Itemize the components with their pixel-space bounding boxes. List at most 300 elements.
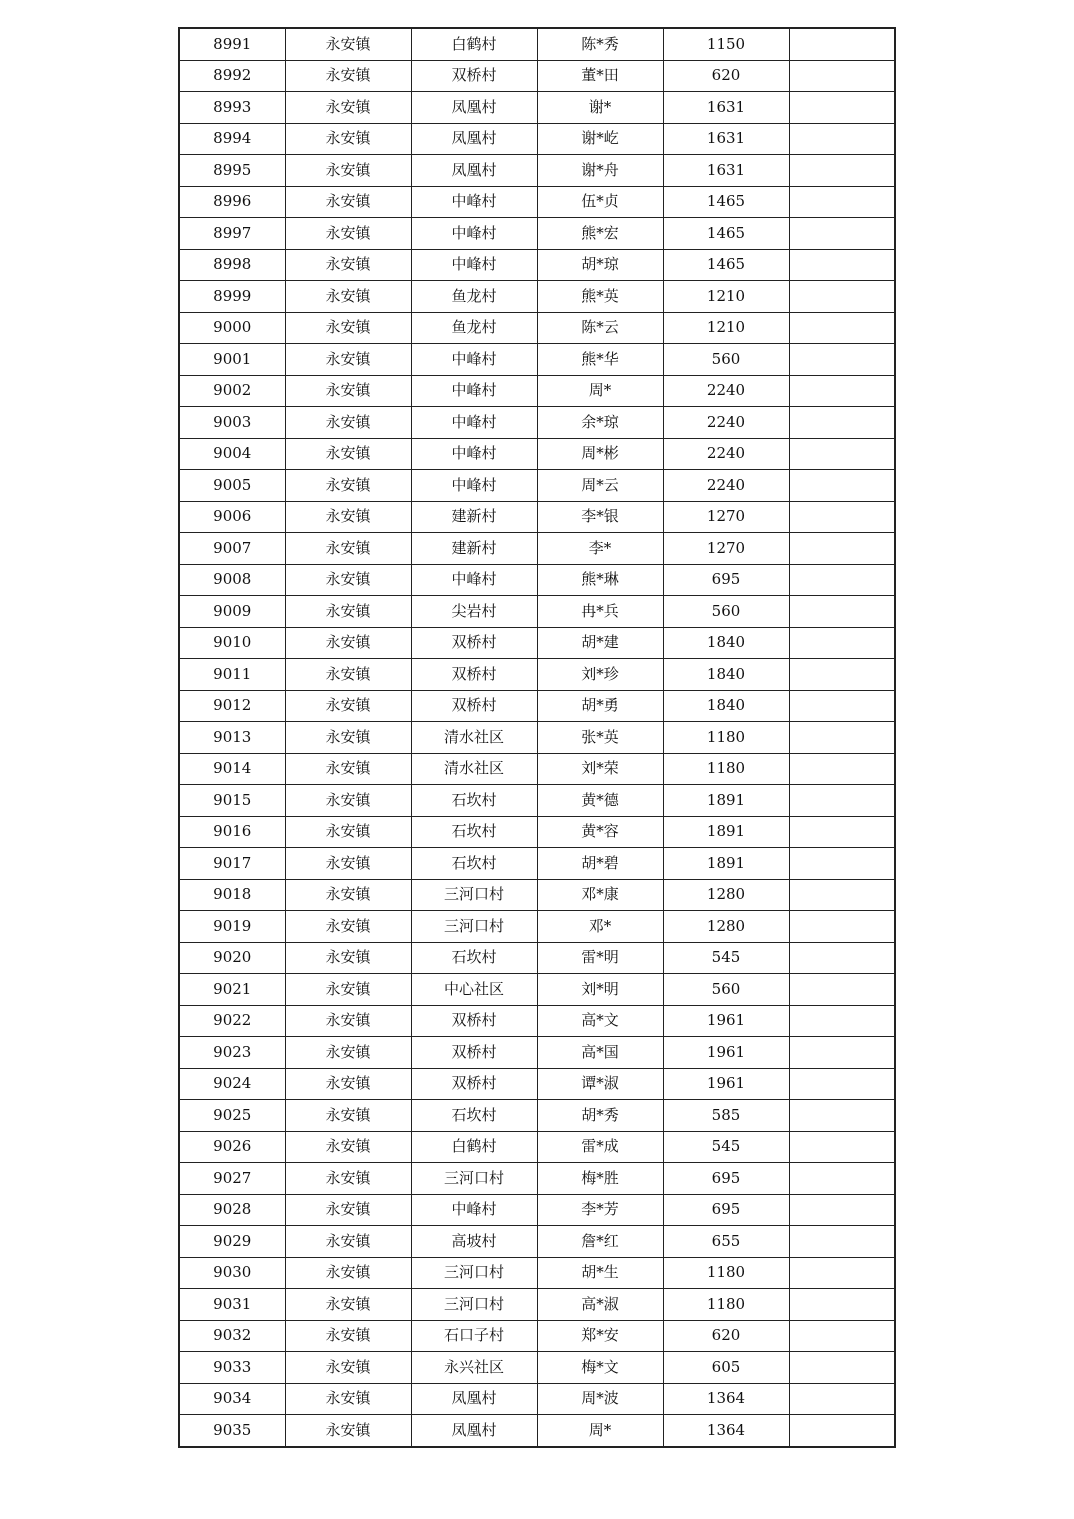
amount-cell: 1180 — [663, 1289, 789, 1321]
serial-number-cell: 9017 — [179, 848, 285, 880]
serial-number-cell: 9013 — [179, 722, 285, 754]
name-cell: 周* — [537, 375, 663, 407]
serial-number-cell: 9016 — [179, 816, 285, 848]
serial-number-cell: 9027 — [179, 1163, 285, 1195]
name-cell: 梅*文 — [537, 1352, 663, 1384]
name-cell: 周*波 — [537, 1383, 663, 1415]
amount-cell: 1840 — [663, 690, 789, 722]
town-cell: 永安镇 — [285, 1289, 411, 1321]
amount-cell: 655 — [663, 1226, 789, 1258]
serial-number-cell: 9005 — [179, 470, 285, 502]
note-cell — [789, 1383, 895, 1415]
amount-cell: 1631 — [663, 123, 789, 155]
note-cell — [789, 879, 895, 911]
village-cell: 高坡村 — [411, 1226, 537, 1258]
note-cell — [789, 1163, 895, 1195]
table-row — [179, 470, 895, 502]
amount-cell: 545 — [663, 942, 789, 974]
village-cell: 中峰村 — [411, 186, 537, 218]
note-cell — [789, 627, 895, 659]
name-cell: 黄*容 — [537, 816, 663, 848]
serial-number-cell: 8996 — [179, 186, 285, 218]
village-cell: 双桥村 — [411, 1068, 537, 1100]
village-cell: 双桥村 — [411, 60, 537, 92]
town-cell: 永安镇 — [285, 123, 411, 155]
note-cell — [789, 942, 895, 974]
town-cell: 永安镇 — [285, 1257, 411, 1289]
amount-cell: 605 — [663, 1352, 789, 1384]
table-row — [179, 911, 895, 943]
note-cell — [789, 1037, 895, 1069]
note-cell — [789, 155, 895, 187]
table-row — [179, 564, 895, 596]
amount-cell: 1180 — [663, 722, 789, 754]
amount-cell: 1840 — [663, 627, 789, 659]
town-cell: 永安镇 — [285, 1194, 411, 1226]
name-cell: 李*银 — [537, 501, 663, 533]
town-cell: 永安镇 — [285, 470, 411, 502]
table-row — [179, 438, 895, 470]
village-cell: 建新村 — [411, 501, 537, 533]
village-cell: 鱼龙村 — [411, 281, 537, 313]
table-row — [179, 312, 895, 344]
serial-number-cell: 9030 — [179, 1257, 285, 1289]
town-cell: 永安镇 — [285, 564, 411, 596]
serial-number-cell: 9011 — [179, 659, 285, 691]
table-row — [179, 879, 895, 911]
town-cell: 永安镇 — [285, 407, 411, 439]
table-row — [179, 816, 895, 848]
table-row — [179, 281, 895, 313]
village-cell: 双桥村 — [411, 659, 537, 691]
village-cell: 中峰村 — [411, 470, 537, 502]
village-cell: 石坎村 — [411, 848, 537, 880]
name-cell: 高*国 — [537, 1037, 663, 1069]
amount-cell: 560 — [663, 596, 789, 628]
amount-cell: 2240 — [663, 470, 789, 502]
amount-cell: 1840 — [663, 659, 789, 691]
name-cell: 熊*宏 — [537, 218, 663, 250]
amount-cell: 1631 — [663, 155, 789, 187]
village-cell: 中峰村 — [411, 375, 537, 407]
village-cell: 中心社区 — [411, 974, 537, 1006]
note-cell — [789, 344, 895, 376]
village-cell: 凤凰村 — [411, 155, 537, 187]
name-cell: 余*琼 — [537, 407, 663, 439]
table-row — [179, 974, 895, 1006]
serial-number-cell: 9028 — [179, 1194, 285, 1226]
town-cell: 永安镇 — [285, 1320, 411, 1352]
village-cell: 双桥村 — [411, 627, 537, 659]
note-cell — [789, 785, 895, 817]
town-cell: 永安镇 — [285, 1100, 411, 1132]
name-cell: 高*文 — [537, 1005, 663, 1037]
town-cell: 永安镇 — [285, 1226, 411, 1258]
serial-number-cell: 9024 — [179, 1068, 285, 1100]
town-cell: 永安镇 — [285, 974, 411, 1006]
amount-cell: 1961 — [663, 1037, 789, 1069]
note-cell — [789, 123, 895, 155]
village-cell: 双桥村 — [411, 1037, 537, 1069]
note-cell — [789, 722, 895, 754]
table-row — [179, 218, 895, 250]
table-row — [179, 1131, 895, 1163]
serial-number-cell: 9022 — [179, 1005, 285, 1037]
amount-cell: 620 — [663, 1320, 789, 1352]
table-row — [179, 848, 895, 880]
town-cell: 永安镇 — [285, 438, 411, 470]
note-cell — [789, 281, 895, 313]
town-cell: 永安镇 — [285, 249, 411, 281]
amount-cell: 1891 — [663, 816, 789, 848]
note-cell — [789, 1005, 895, 1037]
village-cell: 清水社区 — [411, 753, 537, 785]
town-cell: 永安镇 — [285, 942, 411, 974]
amount-cell: 585 — [663, 1100, 789, 1132]
village-cell: 尖岩村 — [411, 596, 537, 628]
table-row — [179, 407, 895, 439]
name-cell: 雷*明 — [537, 942, 663, 974]
note-cell — [789, 1100, 895, 1132]
village-cell: 三河口村 — [411, 911, 537, 943]
serial-number-cell: 8998 — [179, 249, 285, 281]
village-cell: 石坎村 — [411, 1100, 537, 1132]
village-cell: 中峰村 — [411, 1194, 537, 1226]
table-row — [179, 186, 895, 218]
note-cell — [789, 753, 895, 785]
note-cell — [789, 690, 895, 722]
name-cell: 周* — [537, 1415, 663, 1447]
town-cell: 永安镇 — [285, 1352, 411, 1384]
serial-number-cell: 9004 — [179, 438, 285, 470]
town-cell: 永安镇 — [285, 1005, 411, 1037]
amount-cell: 1465 — [663, 249, 789, 281]
amount-cell: 1180 — [663, 1257, 789, 1289]
village-cell: 鱼龙村 — [411, 312, 537, 344]
town-cell: 永安镇 — [285, 816, 411, 848]
name-cell: 高*淑 — [537, 1289, 663, 1321]
name-cell: 伍*贞 — [537, 186, 663, 218]
village-cell: 中峰村 — [411, 218, 537, 250]
town-cell: 永安镇 — [285, 186, 411, 218]
name-cell: 胡*秀 — [537, 1100, 663, 1132]
table-row — [179, 1352, 895, 1384]
note-cell — [789, 596, 895, 628]
town-cell: 永安镇 — [285, 1383, 411, 1415]
town-cell: 永安镇 — [285, 722, 411, 754]
serial-number-cell: 9012 — [179, 690, 285, 722]
serial-number-cell: 9008 — [179, 564, 285, 596]
serial-number-cell: 8994 — [179, 123, 285, 155]
table-row — [179, 659, 895, 691]
town-cell: 永安镇 — [285, 1068, 411, 1100]
table-row — [179, 1100, 895, 1132]
amount-cell: 695 — [663, 1163, 789, 1195]
note-cell — [789, 1131, 895, 1163]
amount-cell: 2240 — [663, 407, 789, 439]
note-cell — [789, 92, 895, 124]
note-cell — [789, 1289, 895, 1321]
table-row — [179, 1320, 895, 1352]
serial-number-cell: 9019 — [179, 911, 285, 943]
village-cell: 中峰村 — [411, 564, 537, 596]
name-cell: 刘*荣 — [537, 753, 663, 785]
name-cell: 邓*康 — [537, 879, 663, 911]
serial-number-cell: 9018 — [179, 879, 285, 911]
name-cell: 陈*云 — [537, 312, 663, 344]
town-cell: 永安镇 — [285, 281, 411, 313]
name-cell: 黄*德 — [537, 785, 663, 817]
village-cell: 石坎村 — [411, 785, 537, 817]
serial-number-cell: 9015 — [179, 785, 285, 817]
village-cell: 建新村 — [411, 533, 537, 565]
note-cell — [789, 564, 895, 596]
name-cell: 胡*勇 — [537, 690, 663, 722]
village-cell: 中峰村 — [411, 438, 537, 470]
town-cell: 永安镇 — [285, 60, 411, 92]
name-cell: 邓* — [537, 911, 663, 943]
name-cell: 胡*碧 — [537, 848, 663, 880]
table-row — [179, 1005, 895, 1037]
table-body — [179, 28, 895, 1447]
name-cell: 李*芳 — [537, 1194, 663, 1226]
amount-cell: 1280 — [663, 879, 789, 911]
amount-cell: 560 — [663, 344, 789, 376]
table-row — [179, 627, 895, 659]
town-cell: 永安镇 — [285, 753, 411, 785]
table-row — [179, 1383, 895, 1415]
name-cell: 胡*生 — [537, 1257, 663, 1289]
name-cell: 胡*建 — [537, 627, 663, 659]
amount-cell: 1280 — [663, 911, 789, 943]
note-cell — [789, 1194, 895, 1226]
note-cell — [789, 816, 895, 848]
name-cell: 熊*华 — [537, 344, 663, 376]
town-cell: 永安镇 — [285, 1163, 411, 1195]
note-cell — [789, 375, 895, 407]
village-cell: 石坎村 — [411, 942, 537, 974]
village-cell: 白鹤村 — [411, 28, 537, 60]
note-cell — [789, 312, 895, 344]
note-cell — [789, 974, 895, 1006]
serial-number-cell: 9025 — [179, 1100, 285, 1132]
note-cell — [789, 848, 895, 880]
village-cell: 中峰村 — [411, 249, 537, 281]
table-row — [179, 155, 895, 187]
table-row — [179, 942, 895, 974]
name-cell: 刘*明 — [537, 974, 663, 1006]
name-cell: 詹*红 — [537, 1226, 663, 1258]
amount-cell: 1961 — [663, 1005, 789, 1037]
amount-cell: 1891 — [663, 848, 789, 880]
name-cell: 冉*兵 — [537, 596, 663, 628]
amount-cell: 1270 — [663, 501, 789, 533]
town-cell: 永安镇 — [285, 218, 411, 250]
name-cell: 胡*琼 — [537, 249, 663, 281]
village-cell: 双桥村 — [411, 690, 537, 722]
amount-cell: 620 — [663, 60, 789, 92]
town-cell: 永安镇 — [285, 1415, 411, 1447]
serial-number-cell: 9006 — [179, 501, 285, 533]
note-cell — [789, 533, 895, 565]
name-cell: 熊*英 — [537, 281, 663, 313]
amount-cell: 1465 — [663, 186, 789, 218]
town-cell: 永安镇 — [285, 344, 411, 376]
village-cell: 清水社区 — [411, 722, 537, 754]
note-cell — [789, 28, 895, 60]
table-row — [179, 1289, 895, 1321]
village-cell: 双桥村 — [411, 1005, 537, 1037]
name-cell: 谭*淑 — [537, 1068, 663, 1100]
serial-number-cell: 9007 — [179, 533, 285, 565]
serial-number-cell: 9003 — [179, 407, 285, 439]
serial-number-cell: 8993 — [179, 92, 285, 124]
amount-cell: 2240 — [663, 438, 789, 470]
village-cell: 中峰村 — [411, 344, 537, 376]
note-cell — [789, 60, 895, 92]
town-cell: 永安镇 — [285, 375, 411, 407]
serial-number-cell: 9034 — [179, 1383, 285, 1415]
amount-cell: 695 — [663, 564, 789, 596]
serial-number-cell: 8999 — [179, 281, 285, 313]
table-row — [179, 1257, 895, 1289]
town-cell: 永安镇 — [285, 785, 411, 817]
table-row — [179, 785, 895, 817]
amount-cell: 1180 — [663, 753, 789, 785]
serial-number-cell: 9023 — [179, 1037, 285, 1069]
table-row — [179, 533, 895, 565]
village-cell: 三河口村 — [411, 879, 537, 911]
name-cell: 谢*屹 — [537, 123, 663, 155]
table-row — [179, 123, 895, 155]
serial-number-cell: 9002 — [179, 375, 285, 407]
table-row — [179, 344, 895, 376]
note-cell — [789, 218, 895, 250]
name-cell: 周*彬 — [537, 438, 663, 470]
note-cell — [789, 501, 895, 533]
table-row — [179, 596, 895, 628]
note-cell — [789, 1226, 895, 1258]
serial-number-cell: 8992 — [179, 60, 285, 92]
village-cell: 三河口村 — [411, 1289, 537, 1321]
amount-cell: 1210 — [663, 312, 789, 344]
note-cell — [789, 186, 895, 218]
town-cell: 永安镇 — [285, 659, 411, 691]
amount-cell: 1210 — [663, 281, 789, 313]
village-cell: 永兴社区 — [411, 1352, 537, 1384]
table-row — [179, 92, 895, 124]
name-cell: 郑*安 — [537, 1320, 663, 1352]
amount-cell: 545 — [663, 1131, 789, 1163]
table-row — [179, 1163, 895, 1195]
serial-number-cell: 9001 — [179, 344, 285, 376]
table-row — [179, 1068, 895, 1100]
serial-number-cell: 9021 — [179, 974, 285, 1006]
note-cell — [789, 407, 895, 439]
town-cell: 永安镇 — [285, 501, 411, 533]
amount-cell: 2240 — [663, 375, 789, 407]
note-cell — [789, 1068, 895, 1100]
note-cell — [789, 1352, 895, 1384]
town-cell: 永安镇 — [285, 1131, 411, 1163]
table-row — [179, 1415, 895, 1447]
name-cell: 周*云 — [537, 470, 663, 502]
serial-number-cell: 9014 — [179, 753, 285, 785]
note-cell — [789, 1320, 895, 1352]
town-cell: 永安镇 — [285, 1037, 411, 1069]
table-row — [179, 28, 895, 60]
name-cell: 刘*珍 — [537, 659, 663, 691]
serial-number-cell: 9009 — [179, 596, 285, 628]
table-row — [179, 753, 895, 785]
name-cell: 熊*琳 — [537, 564, 663, 596]
serial-number-cell: 9033 — [179, 1352, 285, 1384]
note-cell — [789, 659, 895, 691]
note-cell — [789, 1415, 895, 1447]
town-cell: 永安镇 — [285, 627, 411, 659]
village-cell: 石坎村 — [411, 816, 537, 848]
serial-number-cell: 9010 — [179, 627, 285, 659]
village-cell: 三河口村 — [411, 1257, 537, 1289]
serial-number-cell: 9031 — [179, 1289, 285, 1321]
note-cell — [789, 470, 895, 502]
village-cell: 凤凰村 — [411, 92, 537, 124]
town-cell: 永安镇 — [285, 312, 411, 344]
village-cell: 凤凰村 — [411, 123, 537, 155]
name-cell: 谢* — [537, 92, 663, 124]
village-cell: 白鹤村 — [411, 1131, 537, 1163]
table-row — [179, 722, 895, 754]
name-cell: 董*田 — [537, 60, 663, 92]
amount-cell: 1364 — [663, 1383, 789, 1415]
town-cell: 永安镇 — [285, 848, 411, 880]
name-cell: 张*英 — [537, 722, 663, 754]
serial-number-cell: 9026 — [179, 1131, 285, 1163]
table-row — [179, 690, 895, 722]
serial-number-cell: 9000 — [179, 312, 285, 344]
name-cell: 陈*秀 — [537, 28, 663, 60]
village-cell: 石口子村 — [411, 1320, 537, 1352]
note-cell — [789, 438, 895, 470]
table-row — [179, 1037, 895, 1069]
note-cell — [789, 249, 895, 281]
amount-cell: 695 — [663, 1194, 789, 1226]
table-row — [179, 1226, 895, 1258]
data-table — [178, 27, 896, 1448]
note-cell — [789, 1257, 895, 1289]
town-cell: 永安镇 — [285, 28, 411, 60]
town-cell: 永安镇 — [285, 911, 411, 943]
town-cell: 永安镇 — [285, 92, 411, 124]
amount-cell: 1631 — [663, 92, 789, 124]
name-cell: 梅*胜 — [537, 1163, 663, 1195]
amount-cell: 1150 — [663, 28, 789, 60]
amount-cell: 1891 — [663, 785, 789, 817]
serial-number-cell: 8997 — [179, 218, 285, 250]
serial-number-cell: 9035 — [179, 1415, 285, 1447]
name-cell: 李* — [537, 533, 663, 565]
town-cell: 永安镇 — [285, 155, 411, 187]
name-cell: 雷*成 — [537, 1131, 663, 1163]
name-cell: 谢*舟 — [537, 155, 663, 187]
amount-cell: 560 — [663, 974, 789, 1006]
amount-cell: 1364 — [663, 1415, 789, 1447]
village-cell: 凤凰村 — [411, 1415, 537, 1447]
serial-number-cell: 8995 — [179, 155, 285, 187]
table-row — [179, 501, 895, 533]
serial-number-cell: 9020 — [179, 942, 285, 974]
serial-number-cell: 9032 — [179, 1320, 285, 1352]
